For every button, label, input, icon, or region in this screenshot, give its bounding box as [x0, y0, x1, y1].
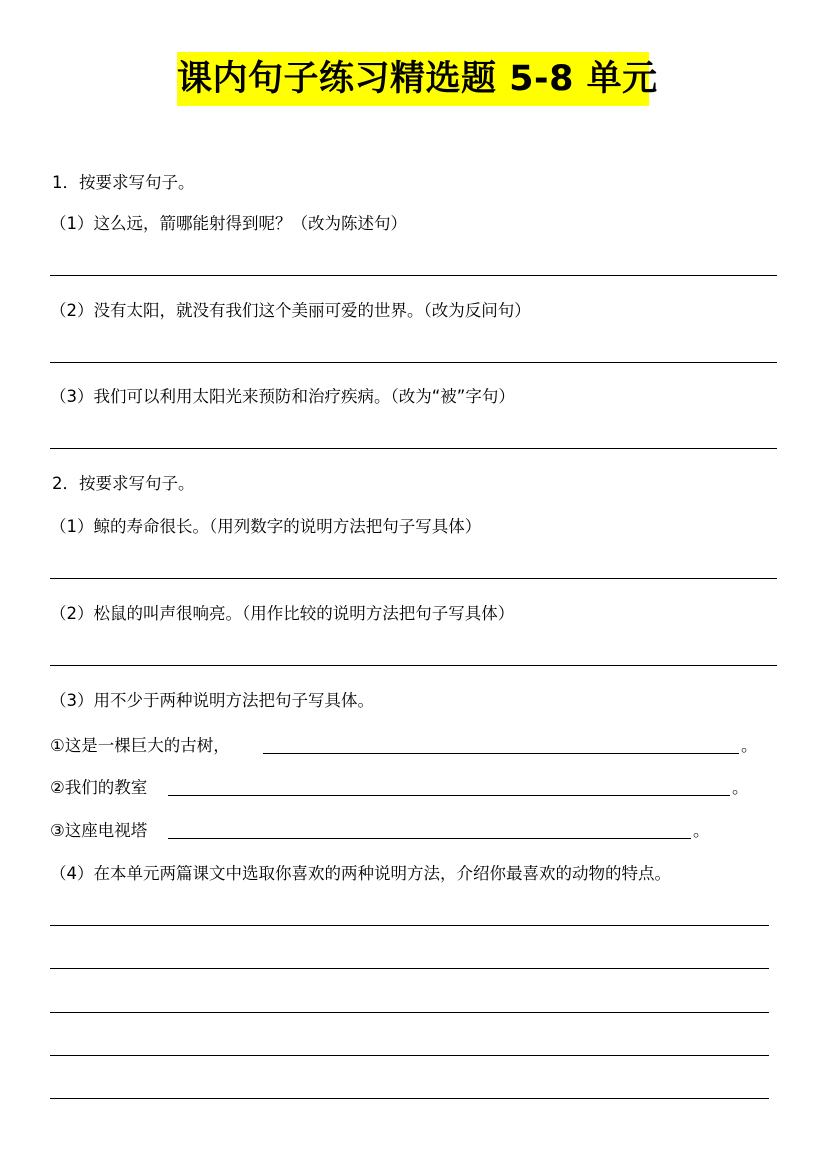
fill-in-1-prefix: ①这是一棵巨大的古树， — [50, 736, 230, 755]
question-1-1: （1）这么远，箭哪能射得到呢？（改为陈述句） — [50, 214, 407, 233]
fill-in-3-prefix: ③这座电视塔 — [50, 821, 148, 840]
answer-line-2-4-a[interactable] — [50, 925, 769, 926]
section-2-heading: 2．按要求写句子。 — [52, 474, 195, 493]
question-2-3: （3）用不少于两种说明方法把句子写具体。 — [50, 691, 374, 710]
answer-line-2-4-b[interactable] — [50, 968, 769, 969]
question-1-2: （2）没有太阳，就没有我们这个美丽可爱的世界。（改为反问句） — [50, 301, 531, 320]
question-2-1: （1）鲸的寿命很长。（用列数字的说明方法把句子写具体） — [50, 517, 482, 536]
answer-line-2-4-d[interactable] — [50, 1055, 769, 1056]
answer-line-1-1[interactable] — [50, 275, 777, 276]
fill-in-2-blank[interactable] — [168, 779, 730, 796]
fill-in-3-suffix: 。 — [693, 821, 710, 840]
answer-line-2-2[interactable] — [50, 665, 777, 666]
page-title: 课内句子练习精选题 5-8 单元 — [177, 52, 649, 106]
answer-line-2-4-e[interactable] — [50, 1098, 769, 1099]
fill-in-2-prefix: ②我们的教室 — [50, 778, 148, 797]
fill-in-3-blank[interactable] — [168, 822, 691, 839]
fill-in-2-suffix: 。 — [732, 778, 749, 797]
question-2-4: （4）在本单元两篇课文中选取你喜欢的两种说明方法，介绍你最喜欢的动物的特点。 — [50, 864, 671, 883]
question-1-3: （3）我们可以利用太阳光来预防和治疗疾病。（改为“被”字句） — [50, 387, 515, 406]
question-2-2: （2）松鼠的叫声很响亮。（用作比较的说明方法把句子写具体） — [50, 604, 515, 623]
answer-line-2-4-c[interactable] — [50, 1012, 769, 1013]
fill-in-1-suffix: 。 — [741, 736, 758, 755]
answer-line-2-1[interactable] — [50, 578, 777, 579]
fill-in-1-blank[interactable] — [263, 737, 739, 754]
answer-line-1-3[interactable] — [50, 448, 777, 449]
section-1-heading: 1．按要求写句子。 — [52, 173, 195, 192]
answer-line-1-2[interactable] — [50, 362, 777, 363]
